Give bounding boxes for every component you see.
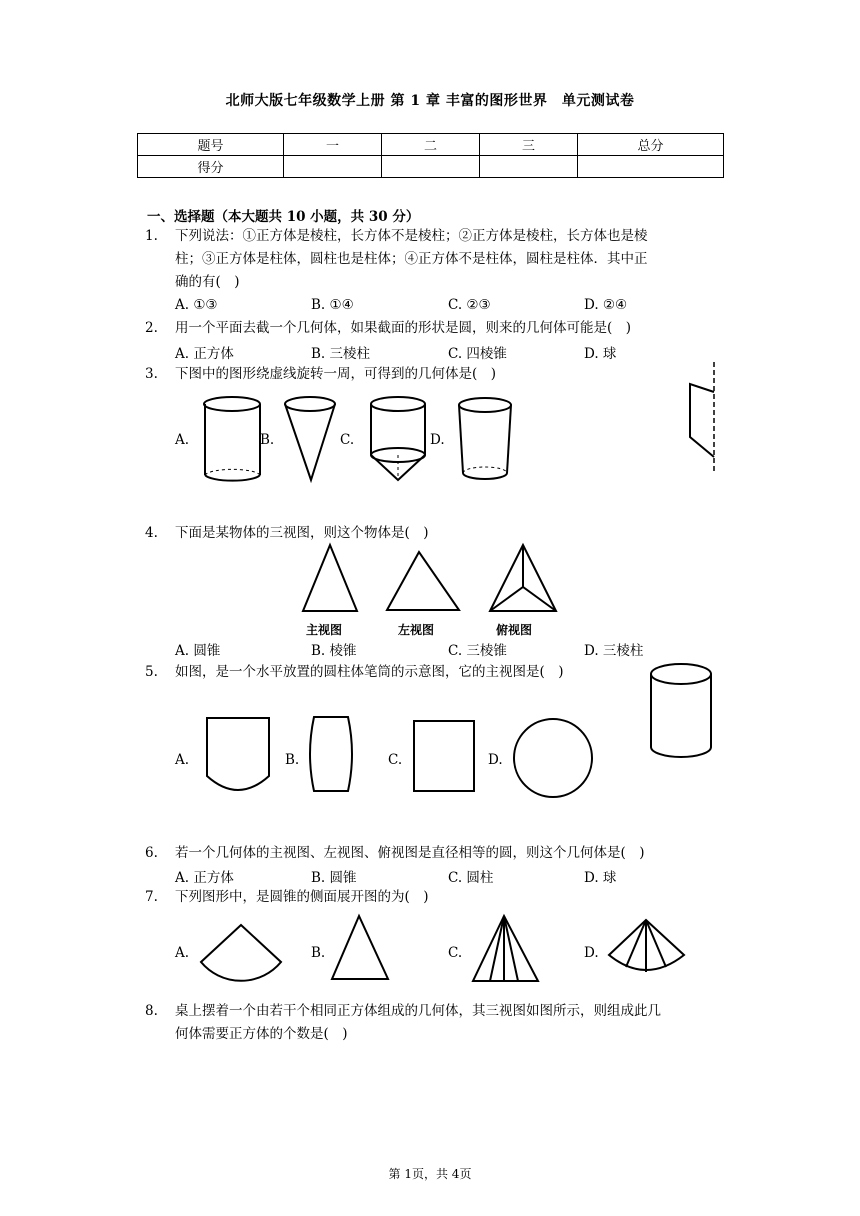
score-header-cell: 题号 [138, 134, 284, 156]
top-view-triangle [487, 543, 559, 613]
question-line: 下列说法：①正方体是棱柱，长方体不是棱柱；②正方体是棱柱，长方体也是棱 [175, 228, 648, 244]
option-d[interactable]: D. 三棱柱 [584, 643, 644, 659]
question-number: 8. [145, 1003, 158, 1019]
option-a[interactable]: A. ①③ [175, 297, 218, 313]
sector-shape [198, 922, 284, 980]
pyramid-net-shape [470, 913, 542, 985]
page-title: 北师大版七年级数学上册 第 1 章 丰富的图形世界 单元测试卷 [225, 93, 635, 109]
option-c[interactable]: C. [340, 432, 355, 448]
question-number: 6. [145, 845, 158, 861]
front-view-label: 主视图 [306, 623, 343, 637]
question-text [175, 225, 720, 294]
option-b[interactable]: B. [311, 945, 326, 961]
score-header-cell: 三 [480, 134, 578, 156]
score-header-cell: 二 [382, 134, 480, 156]
option-d[interactable]: D. ②④ [584, 297, 628, 313]
option-a[interactable]: A. 正方体 [175, 870, 234, 886]
front-view-triangle [300, 543, 360, 613]
pen-holder-cylinder-figure [648, 662, 716, 760]
score-cell[interactable] [284, 156, 382, 178]
question-line: 桌上摆着一个由若干个相同正方体组成的几何体，其三视图如图所示，则组成此几 [175, 1003, 661, 1019]
option-c[interactable]: C. [448, 945, 463, 961]
question-number: 5. [145, 664, 158, 680]
score-cell[interactable] [578, 156, 724, 178]
option-b[interactable]: B. [285, 752, 300, 768]
cone-figure [282, 395, 340, 487]
arched-bottom-shape [204, 716, 272, 796]
question-line: 柱；③正方体是柱体，圆柱也是柱体；④正方体不是柱体，圆柱是柱体．其中正 [175, 251, 648, 267]
question-text: 如图，是一个水平放置的圆柱体笔筒的示意图，它的主视图是( ) [175, 664, 564, 680]
rotation-shape-figure [684, 362, 718, 474]
option-c[interactable]: C. 四棱锥 [448, 346, 507, 362]
score-row-label: 得分 [138, 156, 284, 178]
cylinder-figure [200, 395, 266, 487]
question-text: 下图中的图形绕虚线旋转一周，可得到的几何体是( ) [175, 366, 497, 382]
score-cell[interactable] [480, 156, 578, 178]
option-b[interactable]: B. 棱锥 [311, 643, 357, 659]
option-a[interactable]: A. 圆锥 [175, 643, 221, 659]
question-number: 2. [145, 320, 158, 336]
score-table [137, 133, 724, 178]
option-b[interactable]: B. [260, 432, 275, 448]
option-c[interactable]: C. [388, 752, 403, 768]
top-view-label: 俯视图 [496, 623, 533, 637]
option-a[interactable]: A. [175, 752, 190, 768]
score-table-header-row [138, 134, 724, 156]
option-a[interactable]: A. [175, 432, 190, 448]
question-text: 下面是某物体的三视图，则这个物体是( ) [175, 525, 429, 541]
option-d[interactable]: D. [488, 752, 503, 768]
option-d[interactable]: D. 球 [584, 346, 617, 362]
option-b[interactable]: B. ①④ [311, 297, 354, 313]
question-text: 若一个几何体的主视图、左视图、俯视图是直径相等的圆，则这个几何体是( ) [175, 845, 645, 861]
score-table-score-row [138, 156, 724, 178]
score-header-cell: 一 [284, 134, 382, 156]
question-text: 用一个平面去截一个几何体，如果截面的形状是圆，则来的几何体可能是( ) [175, 320, 632, 336]
question-text: 下列图形中，是圆锥的侧面展开图的为( ) [175, 889, 429, 905]
page-footer: 第 1页，共 4页 [388, 1167, 472, 1181]
question-line: 确的有( ) [175, 274, 240, 290]
section-title: 一、选择题（本大题共 10 小题，共 30 分） [147, 209, 420, 225]
option-b[interactable]: B. 圆锥 [311, 870, 357, 886]
score-header-cell: 总分 [578, 134, 724, 156]
option-a[interactable]: A. 正方体 [175, 346, 234, 362]
triangle-shape [330, 913, 390, 983]
question-number: 3. [145, 366, 158, 382]
question-number: 1. [145, 228, 158, 244]
question-number: 7. [145, 889, 158, 905]
barrel-shape [308, 712, 354, 796]
option-d[interactable]: D. [584, 945, 599, 961]
option-d[interactable]: D. 球 [584, 870, 617, 886]
question-text [175, 1000, 720, 1046]
option-c[interactable]: C. 圆柱 [448, 870, 494, 886]
question-number: 4. [145, 525, 158, 541]
circle-shape [511, 716, 595, 800]
option-c[interactable]: C. ②③ [448, 297, 491, 313]
option-b[interactable]: B. 三棱柱 [311, 346, 371, 362]
option-d[interactable]: D. [430, 432, 445, 448]
score-cell[interactable] [382, 156, 480, 178]
fan-net-shape [606, 917, 688, 979]
rectangle-shape [411, 718, 477, 794]
side-view-label: 左视图 [398, 623, 435, 637]
cylinder-with-cone-figure [368, 395, 430, 487]
side-view-triangle [384, 550, 462, 612]
option-c[interactable]: C. 三棱锥 [448, 643, 507, 659]
frustum-figure [455, 395, 515, 487]
question-line: 何体需要正方体的个数是( ) [175, 1026, 348, 1042]
option-a[interactable]: A. [175, 945, 190, 961]
